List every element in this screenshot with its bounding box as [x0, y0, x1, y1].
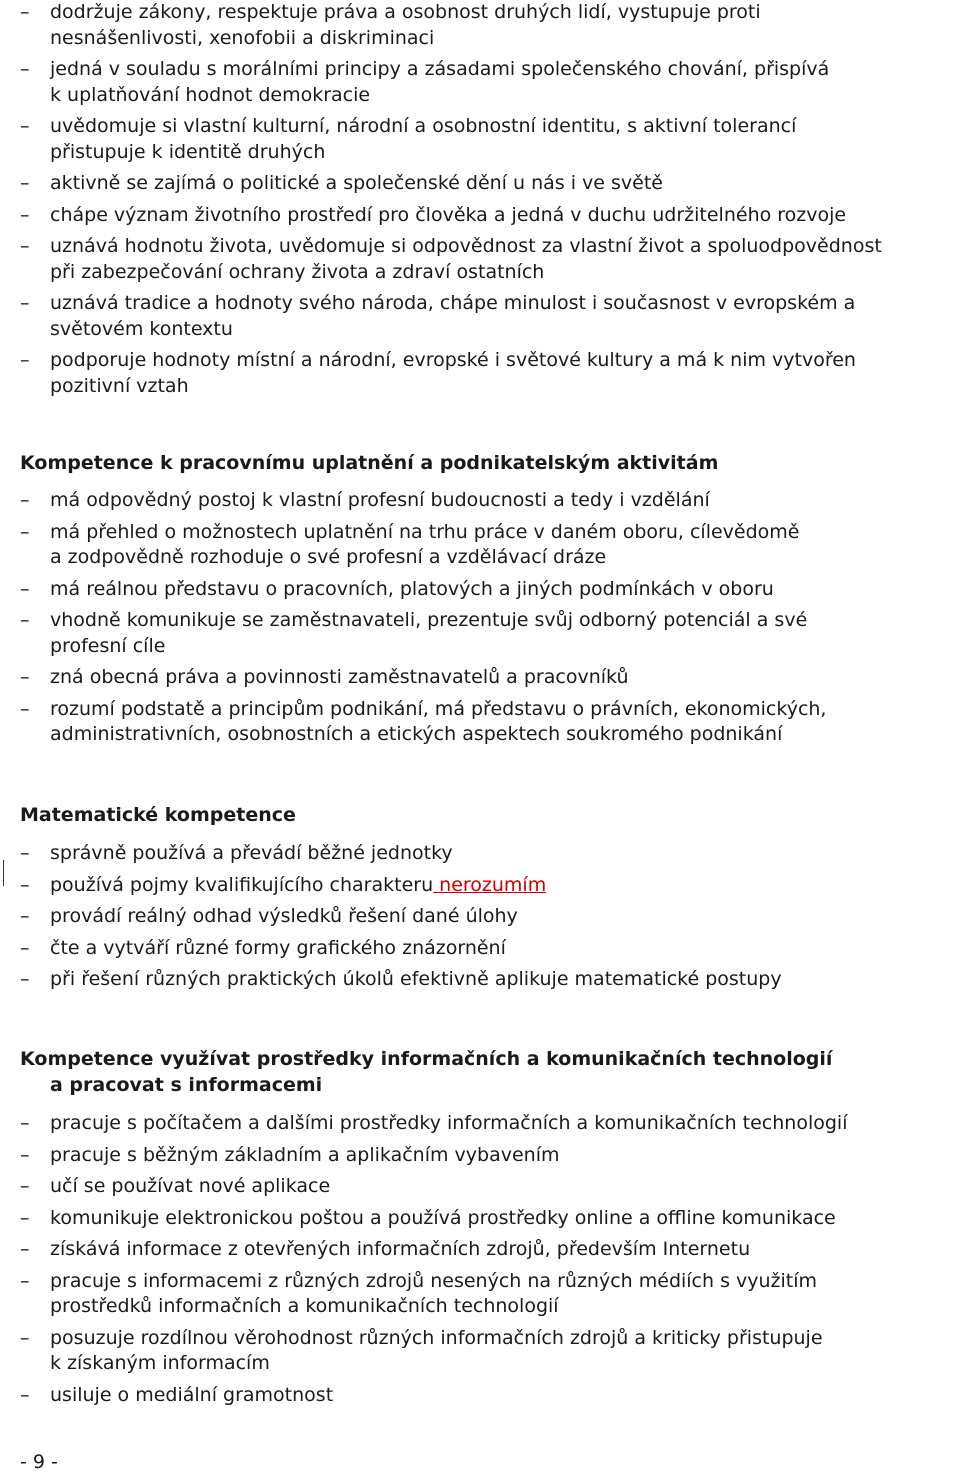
dash-bullet: – [20, 842, 30, 864]
list-item: – má odpovědný postoj k vlastní profesní budoucnosti a tedy i vzdělání [0, 488, 960, 514]
dash-bullet: – [20, 1143, 30, 1166]
dash-bullet: – [20, 1175, 30, 1197]
list-item: – provádí reálný odhad výsledků řešení dané úlohy [0, 904, 960, 930]
page-number: - 9 - [20, 1451, 58, 1473]
list-item: – jedná v souladu s morálními principy a zásadami společenského chování, přispívá k uplatňování hodnot demokracie [20, 58, 830, 106]
list-item: – posuzuje rozdílnou věrohodnost různých informačních zdrojů a kriticky přistupuje k získaným informacím [20, 1326, 823, 1374]
dash-bullet: – [20, 968, 30, 990]
dash-bullet: – [20, 1238, 30, 1260]
list-item: – komunikuje elektronickou poštou a používá prostředky online a offline komunikace [0, 1206, 960, 1232]
list-item: – rozumí podstatě a principům podnikání, má představu o právních, ekonomických, administrativních, osobnostních a etických aspektech soukromého podnikání [20, 697, 827, 745]
list-item: – při řešení různých praktických úkolů efektivně aplikuje matematické postupy [0, 967, 960, 993]
list-item: – má reálnou představu o pracovních, platových a jiných podmínkách v oboru [0, 577, 960, 603]
list-item: – podporuje hodnoty místní a národní, evropské i světové kultury a má k nim vytvořen pozitivní vztah [20, 349, 856, 397]
list-item: – správně používá a převádí běžné jednotky [0, 841, 960, 867]
work-competence-list [0, 488, 960, 754]
dash-bullet: – [20, 349, 30, 371]
list-item: – chápe význam životního prostředí pro člověka a jedná v duchu udržitelného rozvoje [0, 203, 960, 229]
dash-bullet: – [20, 577, 30, 600]
dash-bullet: – [20, 1326, 30, 1349]
dash-bullet: – [20, 1112, 30, 1134]
ict-competence-list [0, 1111, 960, 1414]
section-heading-work: Kompetence k pracovnímu uplatnění a podnikatelským aktivitám [20, 452, 719, 474]
civic-competence-list [0, 0, 960, 405]
dash-bullet: – [20, 292, 30, 314]
dash-bullet: – [20, 905, 30, 927]
section-heading-ict: Kompetence využívat prostředky informačních a komunikačních technologií a pracovat s informacemi [20, 1048, 833, 1096]
review-comment: nerozumím [433, 873, 547, 896]
list-item: – pracuje s počítačem a dalšími prostředky informačních a komunikačních technologií [0, 1111, 960, 1137]
list-item: – čte a vytváří různé formy grafického znázornění [0, 936, 960, 962]
list-item: – vhodně komunikuje se zaměstnavateli, prezentuje svůj odborný potenciál a své profesní cíle [20, 609, 808, 657]
list-item: – pracuje s běžným základním a aplikačním vybavením [0, 1143, 960, 1169]
list-item: – uznává tradice a hodnoty svého národa, chápe minulost i současnost v evropském a světovém kontextu [20, 292, 856, 340]
dash-bullet: – [20, 1206, 30, 1229]
math-competence-list [0, 841, 960, 999]
list-item: – pracuje s informacemi z různých zdrojů nesených na různých médiích s využitím prostředků informačních a komunikačních technologií [20, 1269, 818, 1317]
dash-bullet: – [20, 172, 30, 194]
list-item: – uznává hodnotu života, uvědomuje si odpovědnost za vlastní život a spoluodpovědnost při zabezpečování ochrany života a zdraví ostatních [20, 235, 882, 283]
dash-bullet: – [20, 115, 30, 137]
dash-bullet: – [20, 520, 30, 543]
list-item: – používá pojmy kvalifikujícího charakteru nerozumím [0, 873, 960, 899]
list-item: – učí se používat nové aplikace [0, 1174, 960, 1200]
dash-bullet: – [20, 489, 30, 511]
dash-bullet: – [20, 1, 30, 23]
list-item: – zná obecná práva a povinnosti zaměstnavatelů a pracovníků [0, 665, 960, 691]
dash-bullet: – [20, 203, 30, 226]
list-item: – získává informace z otevřených informačních zdrojů, především Internetu [0, 1237, 960, 1263]
dash-bullet: – [20, 873, 30, 896]
list-item: – uvědomuje si vlastní kulturní, národní a osobnostní identitu, s aktivní tolerancí přistupuje k identitě druhých [20, 115, 797, 163]
dash-bullet: – [20, 666, 30, 688]
list-item: – má přehled o možnostech uplatnění na trhu práce v daném oboru, cílevědomě a zodpovědně rozhoduje o své profesní a vzdělávací dráze [20, 520, 800, 568]
dash-bullet: – [20, 936, 30, 959]
dash-bullet: – [20, 697, 30, 720]
dash-bullet: – [20, 1269, 30, 1292]
dash-bullet: – [20, 235, 30, 257]
list-item: – dodržuje zákony, respektuje práva a osobnost druhých lidí, vystupuje proti nesnášenlivosti, xenofobii a diskriminaci [20, 1, 761, 49]
section-heading-math: Matematické kompetence [20, 804, 296, 826]
dash-bullet: – [20, 58, 30, 80]
dash-bullet: – [20, 1383, 30, 1406]
list-item: – aktivně se zajímá o politické a společenské dění u nás i ve světě [0, 171, 960, 197]
list-item: – usiluje o mediální gramotnost [0, 1383, 960, 1409]
dash-bullet: – [20, 609, 30, 631]
